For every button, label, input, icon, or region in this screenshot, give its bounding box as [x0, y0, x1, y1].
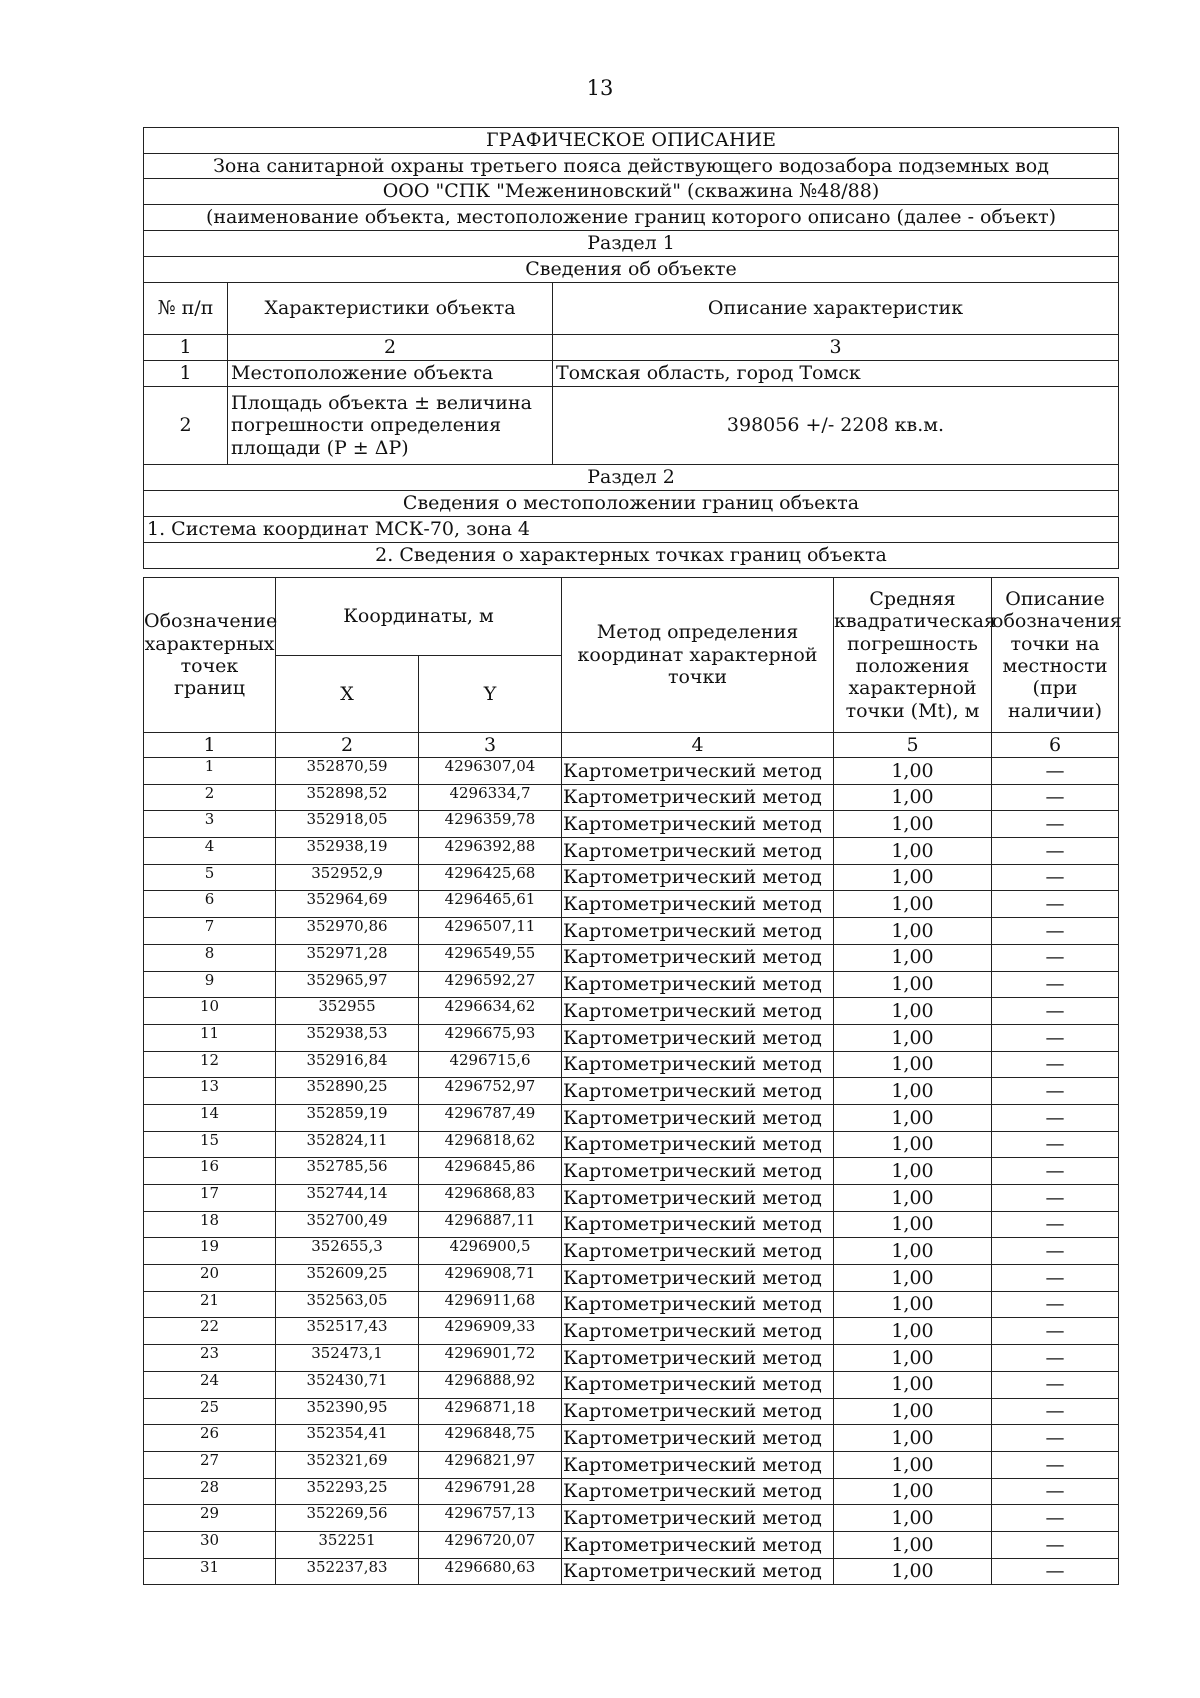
point-x-coordinate: 352918,05: [276, 811, 419, 838]
point-description: —: [992, 1291, 1119, 1318]
table-row: [144, 784, 1119, 811]
point-error: 1,00: [834, 1051, 992, 1078]
point-y-coordinate: 4296757,13: [419, 1505, 562, 1532]
point-method: Картометрический метод: [562, 1078, 834, 1105]
col-number: 2: [276, 733, 419, 758]
point-method: Картометрический метод: [562, 1345, 834, 1372]
point-x-coordinate: 352237,83: [276, 1558, 419, 1585]
col-number: 5: [834, 733, 992, 758]
point-method: Картометрический метод: [562, 1131, 834, 1158]
point-description: —: [992, 1425, 1119, 1452]
point-y-coordinate: 4296868,83: [419, 1185, 562, 1212]
point-description: —: [992, 1531, 1119, 1558]
point-description: —: [992, 784, 1119, 811]
point-number: 28: [144, 1478, 276, 1505]
point-error: 1,00: [834, 1451, 992, 1478]
point-description: —: [992, 1505, 1119, 1532]
point-method: Картометрический метод: [562, 1451, 834, 1478]
point-method: Картометрический метод: [562, 1291, 834, 1318]
point-description: —: [992, 1558, 1119, 1585]
point-description: —: [992, 1078, 1119, 1105]
point-description: —: [992, 1371, 1119, 1398]
point-method: Картометрический метод: [562, 1531, 834, 1558]
point-x-coordinate: 352785,56: [276, 1158, 419, 1185]
point-method: Картометрический метод: [562, 891, 834, 918]
col-number: 1: [144, 733, 276, 758]
table-row: [144, 1238, 1119, 1265]
point-error: 1,00: [834, 1345, 992, 1372]
point-number: 10: [144, 998, 276, 1025]
point-number: 4: [144, 838, 276, 865]
point-x-coordinate: 352251: [276, 1531, 419, 1558]
point-error: 1,00: [834, 944, 992, 971]
point-method: Картометрический метод: [562, 1505, 834, 1532]
point-x-coordinate: 352269,56: [276, 1505, 419, 1532]
point-number: 7: [144, 918, 276, 945]
point-x-coordinate: 352563,05: [276, 1291, 419, 1318]
point-description: —: [992, 1478, 1119, 1505]
point-method: Картометрический метод: [562, 944, 834, 971]
point-y-coordinate: 4296911,68: [419, 1291, 562, 1318]
point-error: 1,00: [834, 1104, 992, 1131]
point-description: —: [992, 1051, 1119, 1078]
point-y-coordinate: 4296871,18: [419, 1398, 562, 1425]
header-description: Описание обозначения точки на местности (при наличии): [992, 578, 1119, 733]
point-description: —: [992, 918, 1119, 945]
boundary-points-table: [143, 577, 1122, 1585]
point-method: Картометрический метод: [562, 1024, 834, 1051]
point-description: —: [992, 811, 1119, 838]
point-y-coordinate: 4296334,7: [419, 784, 562, 811]
points-title: 2. Сведения о характерных точках границ объекта: [144, 543, 1119, 569]
point-x-coordinate: 352870,59: [276, 758, 419, 785]
point-x-coordinate: 352354,41: [276, 1425, 419, 1452]
point-description: —: [992, 1345, 1119, 1372]
point-method: Картометрический метод: [562, 1104, 834, 1131]
point-number: 1: [144, 758, 276, 785]
page-number: 13: [586, 76, 614, 100]
point-error: 1,00: [834, 811, 992, 838]
col-number-1: 1: [144, 335, 228, 361]
point-x-coordinate: 352971,28: [276, 944, 419, 971]
point-method: Картометрический метод: [562, 1158, 834, 1185]
point-number: 2: [144, 784, 276, 811]
point-method: Картометрический метод: [562, 758, 834, 785]
point-number: 17: [144, 1185, 276, 1212]
point-number: 8: [144, 944, 276, 971]
table-row: [144, 1425, 1119, 1452]
header-x: X: [276, 656, 419, 733]
point-description: —: [992, 1265, 1119, 1292]
point-y-coordinate: 4296821,97: [419, 1451, 562, 1478]
table-row: [144, 944, 1119, 971]
point-error: 1,00: [834, 838, 992, 865]
point-description: —: [992, 864, 1119, 891]
point-error: 1,00: [834, 1185, 992, 1212]
point-y-coordinate: 4296465,61: [419, 891, 562, 918]
table-row: [144, 1345, 1119, 1372]
point-x-coordinate: 352952,9: [276, 864, 419, 891]
point-number: 26: [144, 1425, 276, 1452]
point-x-coordinate: 352390,95: [276, 1398, 419, 1425]
point-method: Картометрический метод: [562, 1478, 834, 1505]
col-header-number: № п/п: [144, 283, 228, 335]
point-method: Картометрический метод: [562, 1238, 834, 1265]
point-x-coordinate: 352430,71: [276, 1371, 419, 1398]
table-row: [144, 1158, 1119, 1185]
point-y-coordinate: 4296425,68: [419, 864, 562, 891]
point-error: 1,00: [834, 1398, 992, 1425]
point-y-coordinate: 4296888,92: [419, 1371, 562, 1398]
point-description: —: [992, 971, 1119, 998]
point-x-coordinate: 352890,25: [276, 1078, 419, 1105]
point-y-coordinate: 4296908,71: [419, 1265, 562, 1292]
point-method: Картометрический метод: [562, 1051, 834, 1078]
point-method: Картометрический метод: [562, 784, 834, 811]
table-row: [144, 1211, 1119, 1238]
point-x-coordinate: 352970,86: [276, 918, 419, 945]
point-error: 1,00: [834, 1505, 992, 1532]
table-row: [144, 1371, 1119, 1398]
point-y-coordinate: 4296634,62: [419, 998, 562, 1025]
point-x-coordinate: 352938,19: [276, 838, 419, 865]
point-method: Картометрический метод: [562, 811, 834, 838]
header-designation: Обозначение характерных точек границ: [144, 578, 276, 733]
point-x-coordinate: 352824,11: [276, 1131, 419, 1158]
point-error: 1,00: [834, 1158, 992, 1185]
point-x-coordinate: 352898,52: [276, 784, 419, 811]
point-x-coordinate: 352964,69: [276, 891, 419, 918]
point-number: 18: [144, 1211, 276, 1238]
point-error: 1,00: [834, 1211, 992, 1238]
col-number: 4: [562, 733, 834, 758]
point-method: Картометрический метод: [562, 1398, 834, 1425]
table-row: [144, 1531, 1119, 1558]
point-description: —: [992, 758, 1119, 785]
document-title: ГРАФИЧЕСКОЕ ОПИСАНИЕ: [144, 128, 1119, 154]
point-number: 3: [144, 811, 276, 838]
point-number: 12: [144, 1051, 276, 1078]
point-number: 5: [144, 864, 276, 891]
point-description: —: [992, 1238, 1119, 1265]
point-x-coordinate: 352859,19: [276, 1104, 419, 1131]
point-method: Картометрический метод: [562, 918, 834, 945]
table-row: [144, 1318, 1119, 1345]
point-number: 11: [144, 1024, 276, 1051]
col-number: 3: [419, 733, 562, 758]
point-description: —: [992, 1104, 1119, 1131]
section2-title: Раздел 2: [144, 465, 1119, 491]
row-2-number: 2: [144, 387, 228, 465]
row-2-description: 398056 +/- 2208 кв.м.: [553, 387, 1119, 465]
row-1-characteristic: Местоположение объекта: [228, 361, 553, 387]
point-y-coordinate: 4296900,5: [419, 1238, 562, 1265]
document-note: (наименование объекта, местоположение границ которого описано (далее - объект): [144, 205, 1119, 231]
point-y-coordinate: 4296675,93: [419, 1024, 562, 1051]
table-row: [144, 891, 1119, 918]
point-error: 1,00: [834, 1478, 992, 1505]
table-row: [144, 1024, 1119, 1051]
point-error: 1,00: [834, 1024, 992, 1051]
point-x-coordinate: 352938,53: [276, 1024, 419, 1051]
row-1-number: 1: [144, 361, 228, 387]
point-description: —: [992, 838, 1119, 865]
point-number: 29: [144, 1505, 276, 1532]
point-description: —: [992, 1131, 1119, 1158]
col-header-description: Описание характеристик: [553, 283, 1119, 335]
point-error: 1,00: [834, 998, 992, 1025]
table-row: [144, 811, 1119, 838]
point-y-coordinate: 4296715,6: [419, 1051, 562, 1078]
point-number: 23: [144, 1345, 276, 1372]
point-x-coordinate: 352517,43: [276, 1318, 419, 1345]
section1-subtitle: Сведения об объекте: [144, 257, 1119, 283]
table-row: [144, 971, 1119, 998]
table-row: [144, 1505, 1119, 1532]
point-error: 1,00: [834, 1558, 992, 1585]
point-y-coordinate: 4296392,88: [419, 838, 562, 865]
point-x-coordinate: 352744,14: [276, 1185, 419, 1212]
point-y-coordinate: 4296909,33: [419, 1318, 562, 1345]
table-row: [144, 918, 1119, 945]
point-y-coordinate: 4296507,11: [419, 918, 562, 945]
point-y-coordinate: 4296791,28: [419, 1478, 562, 1505]
point-y-coordinate: 4296720,07: [419, 1531, 562, 1558]
point-number: 9: [144, 971, 276, 998]
point-number: 13: [144, 1078, 276, 1105]
point-error: 1,00: [834, 1318, 992, 1345]
point-y-coordinate: 4296818,62: [419, 1131, 562, 1158]
point-number: 16: [144, 1158, 276, 1185]
point-x-coordinate: 352965,97: [276, 971, 419, 998]
coordinate-system: 1. Система координат МСК-70, зона 4: [144, 517, 1119, 543]
point-y-coordinate: 4296549,55: [419, 944, 562, 971]
point-method: Картометрический метод: [562, 1558, 834, 1585]
document-subtitle-line2: ООО "СПК "Межениновский" (скважина №48/88): [144, 179, 1119, 205]
header-error: Средняя квадратическая погрешность положения характерной точки (Mt), м: [834, 578, 992, 733]
point-error: 1,00: [834, 1291, 992, 1318]
point-error: 1,00: [834, 971, 992, 998]
point-error: 1,00: [834, 891, 992, 918]
point-x-coordinate: 352473,1: [276, 1345, 419, 1372]
point-y-coordinate: 4296848,75: [419, 1425, 562, 1452]
point-number: 6: [144, 891, 276, 918]
point-method: Картометрический метод: [562, 1425, 834, 1452]
point-method: Картометрический метод: [562, 1211, 834, 1238]
point-number: 21: [144, 1291, 276, 1318]
point-number: 20: [144, 1265, 276, 1292]
point-method: Картометрический метод: [562, 864, 834, 891]
table-row: [144, 1451, 1119, 1478]
point-method: Картометрический метод: [562, 838, 834, 865]
table-row: [144, 1265, 1119, 1292]
point-x-coordinate: 352655,3: [276, 1238, 419, 1265]
header-y: Y: [419, 656, 562, 733]
point-method: Картометрический метод: [562, 1185, 834, 1212]
point-error: 1,00: [834, 1531, 992, 1558]
table-row: [144, 1078, 1119, 1105]
point-error: 1,00: [834, 1425, 992, 1452]
col-header-characteristic: Характеристики объекта: [228, 283, 553, 335]
point-error: 1,00: [834, 1078, 992, 1105]
section2-subtitle: Сведения о местоположении границ объекта: [144, 491, 1119, 517]
point-error: 1,00: [834, 1238, 992, 1265]
table-row: [144, 1185, 1119, 1212]
point-number: 25: [144, 1398, 276, 1425]
point-description: —: [992, 1024, 1119, 1051]
col-number-2: 2: [228, 335, 553, 361]
point-number: 27: [144, 1451, 276, 1478]
point-error: 1,00: [834, 1371, 992, 1398]
point-description: —: [992, 944, 1119, 971]
point-method: Картометрический метод: [562, 998, 834, 1025]
point-number: 24: [144, 1371, 276, 1398]
point-error: 1,00: [834, 784, 992, 811]
section1-title: Раздел 1: [144, 231, 1119, 257]
point-description: —: [992, 1398, 1119, 1425]
point-description: —: [992, 1158, 1119, 1185]
table-row: [144, 1398, 1119, 1425]
col-number-3: 3: [553, 335, 1119, 361]
point-number: 22: [144, 1318, 276, 1345]
point-y-coordinate: 4296680,63: [419, 1558, 562, 1585]
point-x-coordinate: 352700,49: [276, 1211, 419, 1238]
point-y-coordinate: 4296845,86: [419, 1158, 562, 1185]
point-description: —: [992, 1451, 1119, 1478]
point-x-coordinate: 352321,69: [276, 1451, 419, 1478]
point-y-coordinate: 4296887,11: [419, 1211, 562, 1238]
point-error: 1,00: [834, 918, 992, 945]
point-x-coordinate: 352609,25: [276, 1265, 419, 1292]
point-number: 14: [144, 1104, 276, 1131]
point-method: Картометрический метод: [562, 1265, 834, 1292]
point-method: Картометрический метод: [562, 1371, 834, 1398]
header-method: Метод определения координат характерной точки: [562, 578, 834, 733]
table-row: [144, 1478, 1119, 1505]
point-y-coordinate: 4296752,97: [419, 1078, 562, 1105]
point-number: 30: [144, 1531, 276, 1558]
point-description: —: [992, 1318, 1119, 1345]
point-y-coordinate: 4296592,27: [419, 971, 562, 998]
point-y-coordinate: 4296901,72: [419, 1345, 562, 1372]
point-error: 1,00: [834, 758, 992, 785]
point-number: 31: [144, 1558, 276, 1585]
point-y-coordinate: 4296787,49: [419, 1104, 562, 1131]
point-description: —: [992, 1211, 1119, 1238]
document-subtitle-line1: Зона санитарной охраны третьего пояса действующего водозабора подземных вод: [144, 154, 1119, 179]
point-number: 19: [144, 1238, 276, 1265]
table-row: [144, 864, 1119, 891]
header-coordinates: Координаты, м: [276, 578, 562, 656]
row-1-description: Томская область, город Томск: [553, 361, 1119, 387]
table-row: [144, 1558, 1119, 1585]
point-y-coordinate: 4296359,78: [419, 811, 562, 838]
table-row: [144, 1104, 1119, 1131]
point-method: Картометрический метод: [562, 1318, 834, 1345]
point-method: Картометрический метод: [562, 971, 834, 998]
point-x-coordinate: 352955: [276, 998, 419, 1025]
table-row: [144, 998, 1119, 1025]
table-row: [144, 1131, 1119, 1158]
col-number: 6: [992, 733, 1119, 758]
table-row: [144, 758, 1119, 785]
point-error: 1,00: [834, 864, 992, 891]
table-row: [144, 838, 1119, 865]
point-description: —: [992, 998, 1119, 1025]
table-row: [144, 1051, 1119, 1078]
point-y-coordinate: 4296307,04: [419, 758, 562, 785]
point-description: —: [992, 1185, 1119, 1212]
point-x-coordinate: 352293,25: [276, 1478, 419, 1505]
point-error: 1,00: [834, 1265, 992, 1292]
point-description: —: [992, 891, 1119, 918]
point-error: 1,00: [834, 1131, 992, 1158]
object-info-table: [143, 127, 1119, 569]
point-x-coordinate: 352916,84: [276, 1051, 419, 1078]
point-number: 15: [144, 1131, 276, 1158]
table-row: [144, 1291, 1119, 1318]
row-2-characteristic: Площадь объекта ± величина погрешности определения площади (Р ± ΔР): [228, 387, 553, 465]
